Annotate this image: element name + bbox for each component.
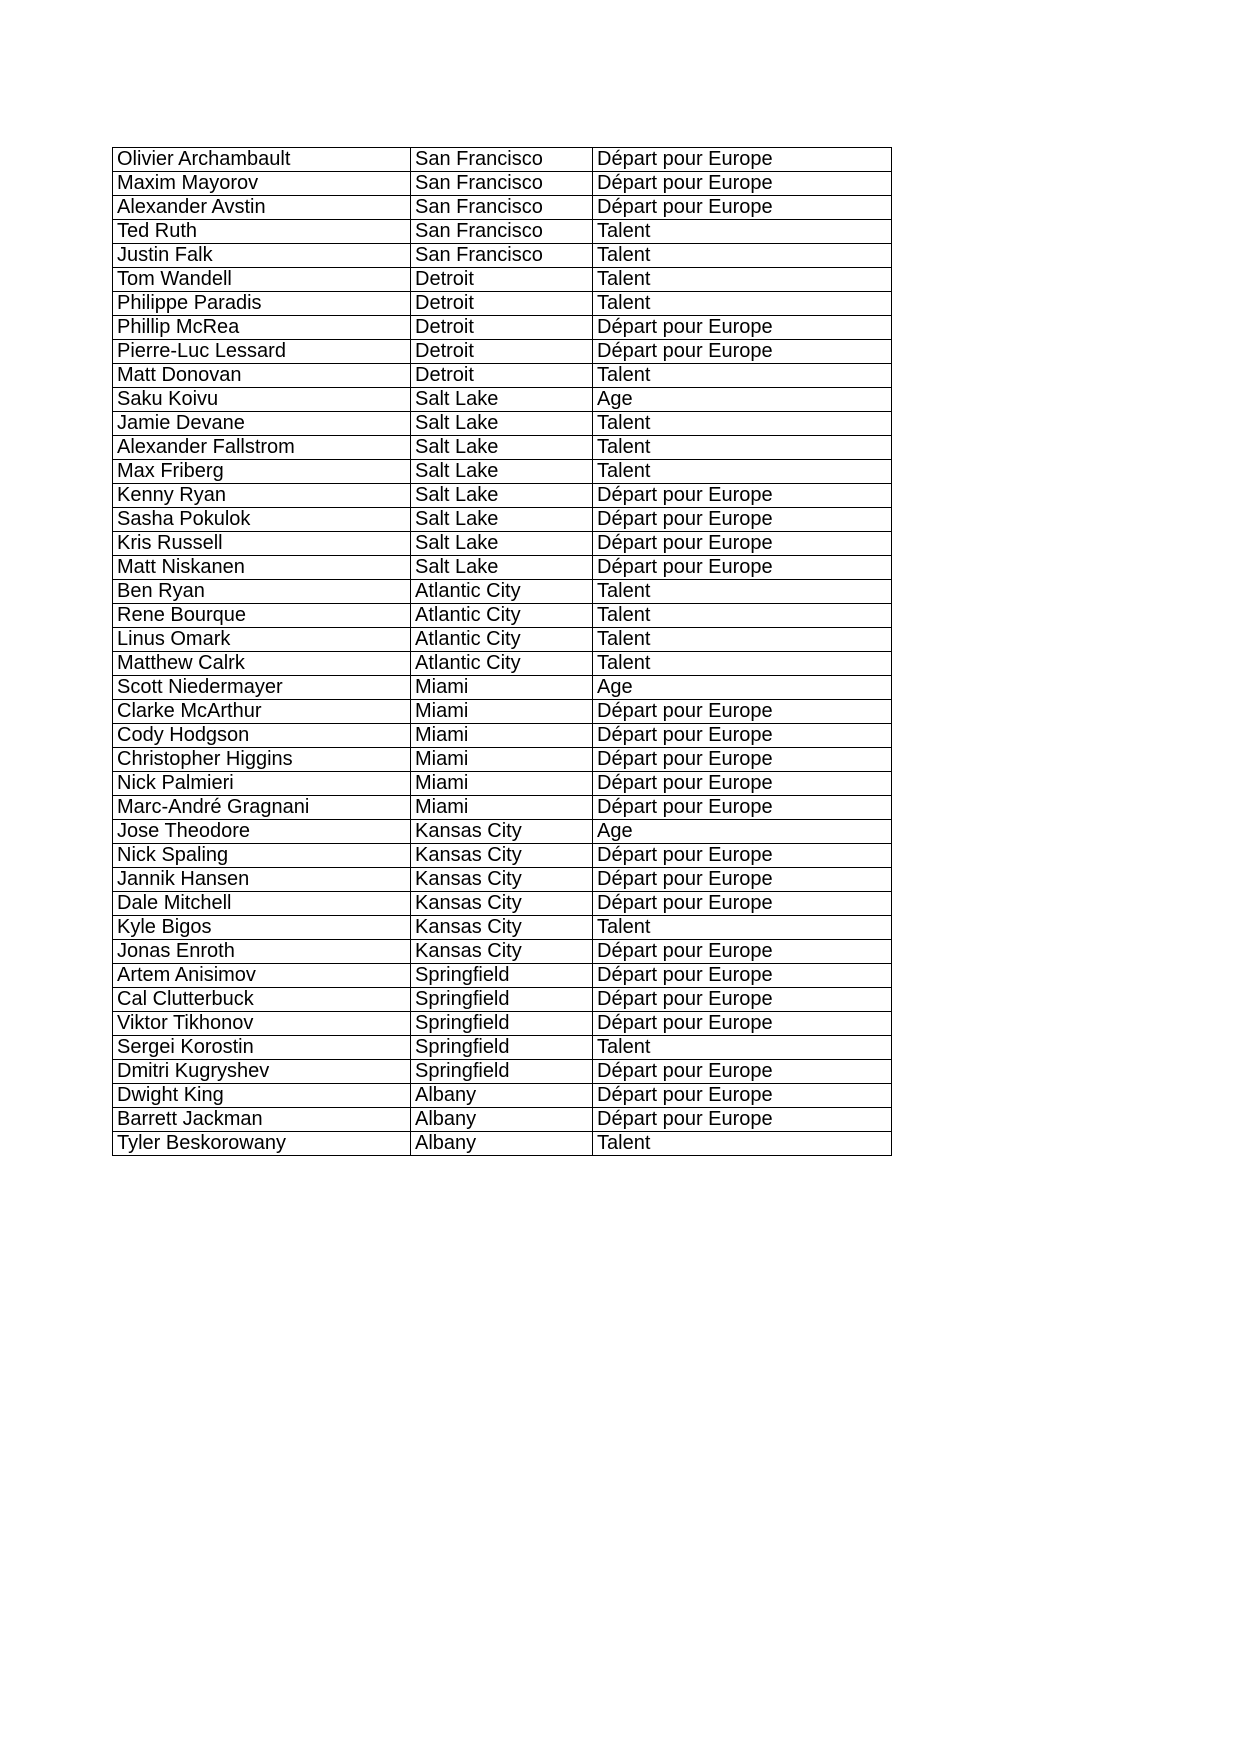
table-row bbox=[113, 868, 892, 892]
cell-reason: Talent bbox=[593, 460, 892, 484]
cell-name: Clarke McArthur bbox=[113, 700, 411, 724]
table-row bbox=[113, 676, 892, 700]
cell-reason: Talent bbox=[593, 916, 892, 940]
table-row bbox=[113, 844, 892, 868]
cell-city: Miami bbox=[411, 748, 593, 772]
table-row bbox=[113, 556, 892, 580]
cell-name: Barrett Jackman bbox=[113, 1108, 411, 1132]
cell-name: Justin Falk bbox=[113, 244, 411, 268]
table-row bbox=[113, 724, 892, 748]
cell-city: Springfield bbox=[411, 1060, 593, 1084]
cell-name: Sergei Korostin bbox=[113, 1036, 411, 1060]
cell-name: Kris Russell bbox=[113, 532, 411, 556]
table-row bbox=[113, 532, 892, 556]
cell-city: Albany bbox=[411, 1108, 593, 1132]
cell-reason: Départ pour Europe bbox=[593, 700, 892, 724]
table-row bbox=[113, 820, 892, 844]
cell-city: Albany bbox=[411, 1132, 593, 1156]
cell-city: Salt Lake bbox=[411, 556, 593, 580]
table-row bbox=[113, 1060, 892, 1084]
cell-reason: Départ pour Europe bbox=[593, 988, 892, 1012]
cell-name: Rene Bourque bbox=[113, 604, 411, 628]
table-row bbox=[113, 700, 892, 724]
cell-name: Kyle Bigos bbox=[113, 916, 411, 940]
cell-name: Dwight King bbox=[113, 1084, 411, 1108]
cell-city: Salt Lake bbox=[411, 460, 593, 484]
table-row bbox=[113, 748, 892, 772]
cell-name: Dale Mitchell bbox=[113, 892, 411, 916]
table-row bbox=[113, 484, 892, 508]
cell-name: Saku Koivu bbox=[113, 388, 411, 412]
cell-reason: Départ pour Europe bbox=[593, 172, 892, 196]
table-row bbox=[113, 364, 892, 388]
cell-reason: Départ pour Europe bbox=[593, 1060, 892, 1084]
cell-reason: Départ pour Europe bbox=[593, 748, 892, 772]
cell-city: San Francisco bbox=[411, 196, 593, 220]
cell-city: Kansas City bbox=[411, 940, 593, 964]
cell-reason: Départ pour Europe bbox=[593, 724, 892, 748]
cell-reason: Départ pour Europe bbox=[593, 340, 892, 364]
cell-name: Nick Palmieri bbox=[113, 772, 411, 796]
player-table bbox=[112, 147, 892, 1156]
cell-name: Pierre-Luc Lessard bbox=[113, 340, 411, 364]
cell-city: Atlantic City bbox=[411, 604, 593, 628]
cell-city: Salt Lake bbox=[411, 388, 593, 412]
cell-reason: Talent bbox=[593, 220, 892, 244]
table-row bbox=[113, 244, 892, 268]
cell-reason: Talent bbox=[593, 580, 892, 604]
cell-reason: Age bbox=[593, 388, 892, 412]
cell-reason: Départ pour Europe bbox=[593, 892, 892, 916]
cell-city: Kansas City bbox=[411, 916, 593, 940]
cell-reason: Talent bbox=[593, 268, 892, 292]
cell-city: San Francisco bbox=[411, 220, 593, 244]
table-row bbox=[113, 580, 892, 604]
table-row bbox=[113, 628, 892, 652]
player-table-body bbox=[113, 148, 892, 1156]
cell-reason: Départ pour Europe bbox=[593, 1108, 892, 1132]
table-row bbox=[113, 892, 892, 916]
cell-reason: Talent bbox=[593, 604, 892, 628]
cell-city: Springfield bbox=[411, 964, 593, 988]
table-row bbox=[113, 1132, 892, 1156]
cell-name: Matt Donovan bbox=[113, 364, 411, 388]
cell-reason: Talent bbox=[593, 652, 892, 676]
cell-reason: Départ pour Europe bbox=[593, 772, 892, 796]
table-row bbox=[113, 1012, 892, 1036]
cell-city: Miami bbox=[411, 772, 593, 796]
cell-name: Linus Omark bbox=[113, 628, 411, 652]
cell-city: Kansas City bbox=[411, 868, 593, 892]
cell-reason: Talent bbox=[593, 1132, 892, 1156]
cell-reason: Départ pour Europe bbox=[593, 556, 892, 580]
cell-name: Matt Niskanen bbox=[113, 556, 411, 580]
cell-city: Miami bbox=[411, 796, 593, 820]
table-row bbox=[113, 1108, 892, 1132]
cell-reason: Talent bbox=[593, 364, 892, 388]
cell-name: Scott Niedermayer bbox=[113, 676, 411, 700]
cell-name: Alexander Avstin bbox=[113, 196, 411, 220]
cell-city: Springfield bbox=[411, 988, 593, 1012]
table-row bbox=[113, 604, 892, 628]
cell-name: Dmitri Kugryshev bbox=[113, 1060, 411, 1084]
table-row bbox=[113, 292, 892, 316]
cell-name: Sasha Pokulok bbox=[113, 508, 411, 532]
cell-name: Phillip McRea bbox=[113, 316, 411, 340]
cell-reason: Départ pour Europe bbox=[593, 796, 892, 820]
cell-name: Artem Anisimov bbox=[113, 964, 411, 988]
cell-name: Christopher Higgins bbox=[113, 748, 411, 772]
cell-name: Jose Theodore bbox=[113, 820, 411, 844]
table-row bbox=[113, 796, 892, 820]
cell-city: Salt Lake bbox=[411, 412, 593, 436]
cell-name: Ben Ryan bbox=[113, 580, 411, 604]
cell-reason: Talent bbox=[593, 244, 892, 268]
table-row bbox=[113, 388, 892, 412]
spreadsheet-page bbox=[112, 147, 891, 1156]
table-row bbox=[113, 172, 892, 196]
table-row bbox=[113, 268, 892, 292]
cell-city: Miami bbox=[411, 700, 593, 724]
cell-city: Miami bbox=[411, 676, 593, 700]
cell-name: Viktor Tikhonov bbox=[113, 1012, 411, 1036]
cell-reason: Talent bbox=[593, 628, 892, 652]
cell-city: Detroit bbox=[411, 292, 593, 316]
cell-city: San Francisco bbox=[411, 244, 593, 268]
cell-name: Jonas Enroth bbox=[113, 940, 411, 964]
cell-reason: Départ pour Europe bbox=[593, 844, 892, 868]
cell-name: Matthew Calrk bbox=[113, 652, 411, 676]
cell-city: Springfield bbox=[411, 1036, 593, 1060]
table-row bbox=[113, 1084, 892, 1108]
cell-city: Kansas City bbox=[411, 892, 593, 916]
cell-city: Miami bbox=[411, 724, 593, 748]
cell-city: San Francisco bbox=[411, 172, 593, 196]
cell-reason: Age bbox=[593, 820, 892, 844]
cell-city: Springfield bbox=[411, 1012, 593, 1036]
cell-reason: Départ pour Europe bbox=[593, 940, 892, 964]
cell-city: Detroit bbox=[411, 316, 593, 340]
cell-reason: Départ pour Europe bbox=[593, 508, 892, 532]
cell-reason: Talent bbox=[593, 412, 892, 436]
table-row bbox=[113, 436, 892, 460]
cell-reason: Talent bbox=[593, 1036, 892, 1060]
cell-name: Marc-André Gragnani bbox=[113, 796, 411, 820]
cell-city: Salt Lake bbox=[411, 436, 593, 460]
cell-reason: Départ pour Europe bbox=[593, 532, 892, 556]
cell-reason: Départ pour Europe bbox=[593, 316, 892, 340]
cell-city: Atlantic City bbox=[411, 628, 593, 652]
table-row bbox=[113, 412, 892, 436]
cell-name: Cal Clutterbuck bbox=[113, 988, 411, 1012]
cell-name: Maxim Mayorov bbox=[113, 172, 411, 196]
cell-name: Max Friberg bbox=[113, 460, 411, 484]
cell-name: Philippe Paradis bbox=[113, 292, 411, 316]
table-row bbox=[113, 148, 892, 172]
cell-name: Ted Ruth bbox=[113, 220, 411, 244]
cell-reason: Age bbox=[593, 676, 892, 700]
cell-reason: Départ pour Europe bbox=[593, 964, 892, 988]
cell-city: Detroit bbox=[411, 268, 593, 292]
table-row bbox=[113, 652, 892, 676]
cell-city: Detroit bbox=[411, 364, 593, 388]
table-row bbox=[113, 988, 892, 1012]
cell-city: Kansas City bbox=[411, 820, 593, 844]
cell-city: Kansas City bbox=[411, 844, 593, 868]
cell-name: Cody Hodgson bbox=[113, 724, 411, 748]
cell-city: Detroit bbox=[411, 340, 593, 364]
table-row bbox=[113, 508, 892, 532]
cell-reason: Départ pour Europe bbox=[593, 148, 892, 172]
cell-name: Tom Wandell bbox=[113, 268, 411, 292]
table-row bbox=[113, 460, 892, 484]
cell-city: Salt Lake bbox=[411, 532, 593, 556]
cell-city: San Francisco bbox=[411, 148, 593, 172]
cell-reason: Départ pour Europe bbox=[593, 1012, 892, 1036]
cell-reason: Départ pour Europe bbox=[593, 1084, 892, 1108]
table-row bbox=[113, 316, 892, 340]
cell-reason: Départ pour Europe bbox=[593, 484, 892, 508]
cell-city: Salt Lake bbox=[411, 508, 593, 532]
cell-name: Nick Spaling bbox=[113, 844, 411, 868]
cell-reason: Talent bbox=[593, 436, 892, 460]
cell-city: Atlantic City bbox=[411, 652, 593, 676]
cell-reason: Talent bbox=[593, 292, 892, 316]
table-row bbox=[113, 340, 892, 364]
cell-city: Salt Lake bbox=[411, 484, 593, 508]
table-row bbox=[113, 1036, 892, 1060]
cell-name: Kenny Ryan bbox=[113, 484, 411, 508]
cell-name: Jamie Devane bbox=[113, 412, 411, 436]
cell-reason: Départ pour Europe bbox=[593, 196, 892, 220]
cell-name: Alexander Fallstrom bbox=[113, 436, 411, 460]
cell-reason: Départ pour Europe bbox=[593, 868, 892, 892]
cell-city: Atlantic City bbox=[411, 580, 593, 604]
table-row bbox=[113, 964, 892, 988]
table-row bbox=[113, 772, 892, 796]
table-row bbox=[113, 916, 892, 940]
table-row bbox=[113, 220, 892, 244]
cell-city: Albany bbox=[411, 1084, 593, 1108]
cell-name: Tyler Beskorowany bbox=[113, 1132, 411, 1156]
cell-name: Olivier Archambault bbox=[113, 148, 411, 172]
table-row bbox=[113, 196, 892, 220]
table-row bbox=[113, 940, 892, 964]
cell-name: Jannik Hansen bbox=[113, 868, 411, 892]
